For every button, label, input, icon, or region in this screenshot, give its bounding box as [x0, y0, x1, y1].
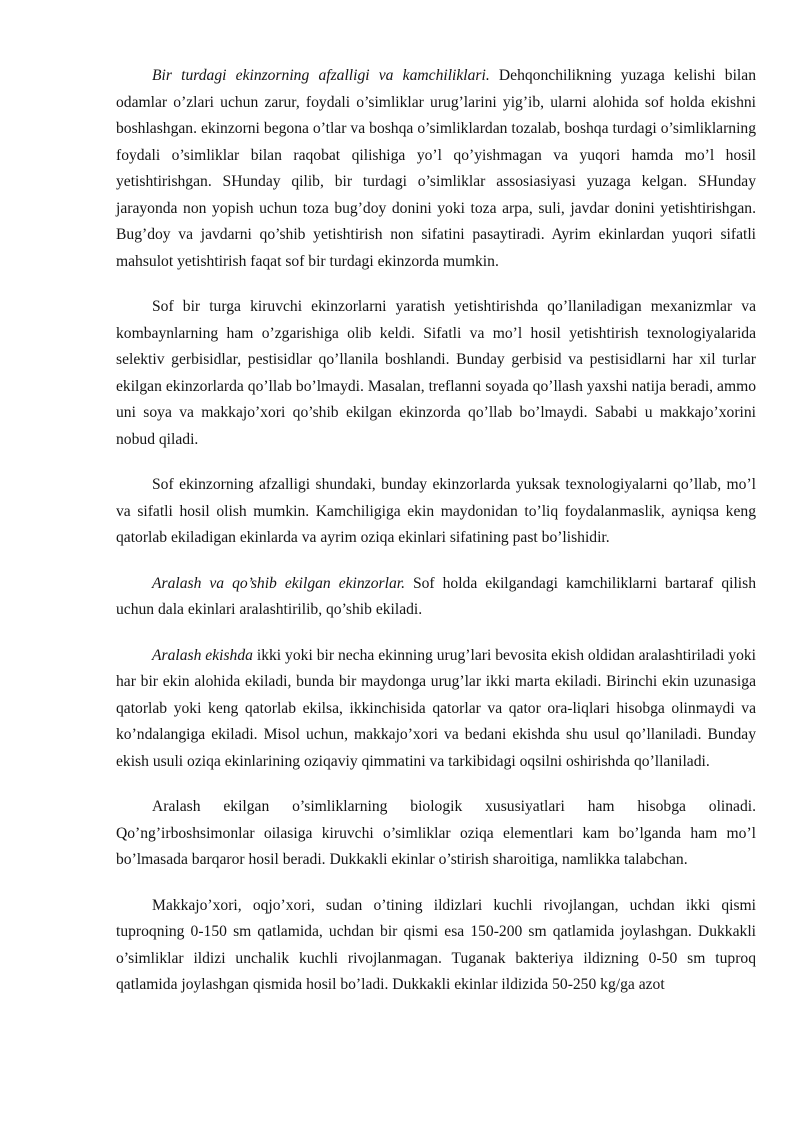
paragraph-6-text: Aralash ekilgan o’simliklarning biologik xususiyatlari ham hisobga olinadi. Qo’ng’irboshsimonlar oilasiga kiruvchi o’simliklar oziqa elementlari kam bo’lganda ham mo’l bo’lmasada barqaror hosil beradi. Dukkakli ekinlar o’stirish sharoitiga, namlikka talabchan.	[116, 798, 756, 868]
paragraph-3-text: Sof ekinzorning afzalligi shundaki, bunday ekinzorlarda yuksak texnologiyalarni qo’llab, mo’l va sifatli hosil olish mumkin. Kamchiligiga ekin maydonidan to’liq foydalanmaslik, ayniqsa keng qatorlab ekiladigan ekinlarda va ayrim oziqa ekinlari sifatining past bo’lishidir.	[116, 476, 756, 546]
paragraph-3	[116, 472, 756, 552]
paragraph-4-text: Sof holda ekilgandagi kamchiliklarni bartaraf qilish uchun dala ekinlari aralashtirilib, qo’shib ekiladi.	[116, 574, 757, 618]
paragraph-5	[116, 643, 756, 776]
term-mixed-sowing: Aralash ekishda	[152, 646, 253, 664]
section-heading-mixed-crops: Aralash va qo’shib ekilgan ekinzorlar.	[152, 574, 405, 592]
paragraph-4	[116, 571, 756, 624]
paragraph-1-text: Dehqonchilikning yuzaga kelishi bilan odamlar o’zlari uchun zarur, foydali o’simliklar urug’larini yig’ib, ularni alohida sof holda ekishni boshlashgan. ekinzorni begona o’tlar va boshqa o’simliklardan tozalab, boshqa turdagi o’simliklarning foydali o’simliklar bilan raqobat qilishiga yo’l qo’yishmagan va yuqori hamda mo’l hosil yetishtirishgan. SHunday qilib, bir turdagi o’simliklar assosiasiyasi yuzaga kelgan. SHunday jarayonda non yopish uchun toza bug’doy donini yoki toza arpa, suli, javdar donini yetishtirishgan. Bug’doy va javdarni qo’shib yetishtirish non sifatini pasaytiradi. Ayrim ekinlardan yuqori sifatli mahsulot yetishtirish faqat sof bir turdagi ekinzorda mumkin.	[116, 67, 756, 270]
paragraph-7	[116, 893, 756, 999]
paragraph-6	[116, 794, 756, 874]
paragraph-7-text: Makkajo’xori, oqjo’xori, sudan o’tining ildizlari kuchli rivojlangan, uchdan ikki qismi tuproqning 0-150 sm qatlamida, uchdan bir qismi esa 150-200 sm qatlamida joylashgan. Dukkakli o’simliklar ildizi unchalik kuchli rivojlanmagan. Tuganak bakteriya ildizning 0-50 sm tuproq qatlamida joylashgan qismida hosil bo’ladi. Dukkakli ekinlar ildizida 50-250 kg/ga azot	[116, 896, 756, 993]
paragraph-2-text: Sof bir turga kiruvchi ekinzorlarni yaratish yetishtirishda qo’llaniladigan mexanizmlar va kombaynlarning ham o’zgarishiga olib keldi. Sifatli va mo’l hosil yetishtirish texnologiyalarida selektiv gerbisidlar, pestisidlar qo’llanila boshlandi. Bunday gerbisid va pestisidlarni har xil turlar ekilgan ekinzorlarda qo’llab bo’lmaydi. Masalan, treflanni soyada qo’llash yaxshi natija beradi, ammo uni soya va makkajo’xori qo’shib ekilgan ekinzorda qo’llab bo’lmaydi. Sababi u makkajo’xorini nobud qiladi.	[116, 298, 756, 448]
paragraph-5-text: ikki yoki bir necha ekinning urug’lari bevosita ekish oldidan aralashtiriladi yoki har bir ekin alohida ekiladi, bunda bir maydonga urug’lar ikki marta ekiladi. Birinchi ekin uzunasiga qatorlab yoki keng qatorlab ekilsa, ikkinchisida qatorlar va qator ora-liqlari hisobga olinmaydi va ko’ndalangiga ekiladi. Misol uchun, makkajo’xori va bedani ekishda shu usul qo’llaniladi. Bunday ekish usuli oziqa ekinlarining oziqaviy qimmatini va tarkibidagi oqsilni oshirishda qo’llaniladi.	[116, 646, 757, 770]
section-heading-single-crop: Bir turdagi ekinzorning afzalligi va kamchiliklari.	[152, 67, 490, 84]
paragraph-1	[116, 63, 756, 275]
paragraph-2	[116, 294, 756, 453]
